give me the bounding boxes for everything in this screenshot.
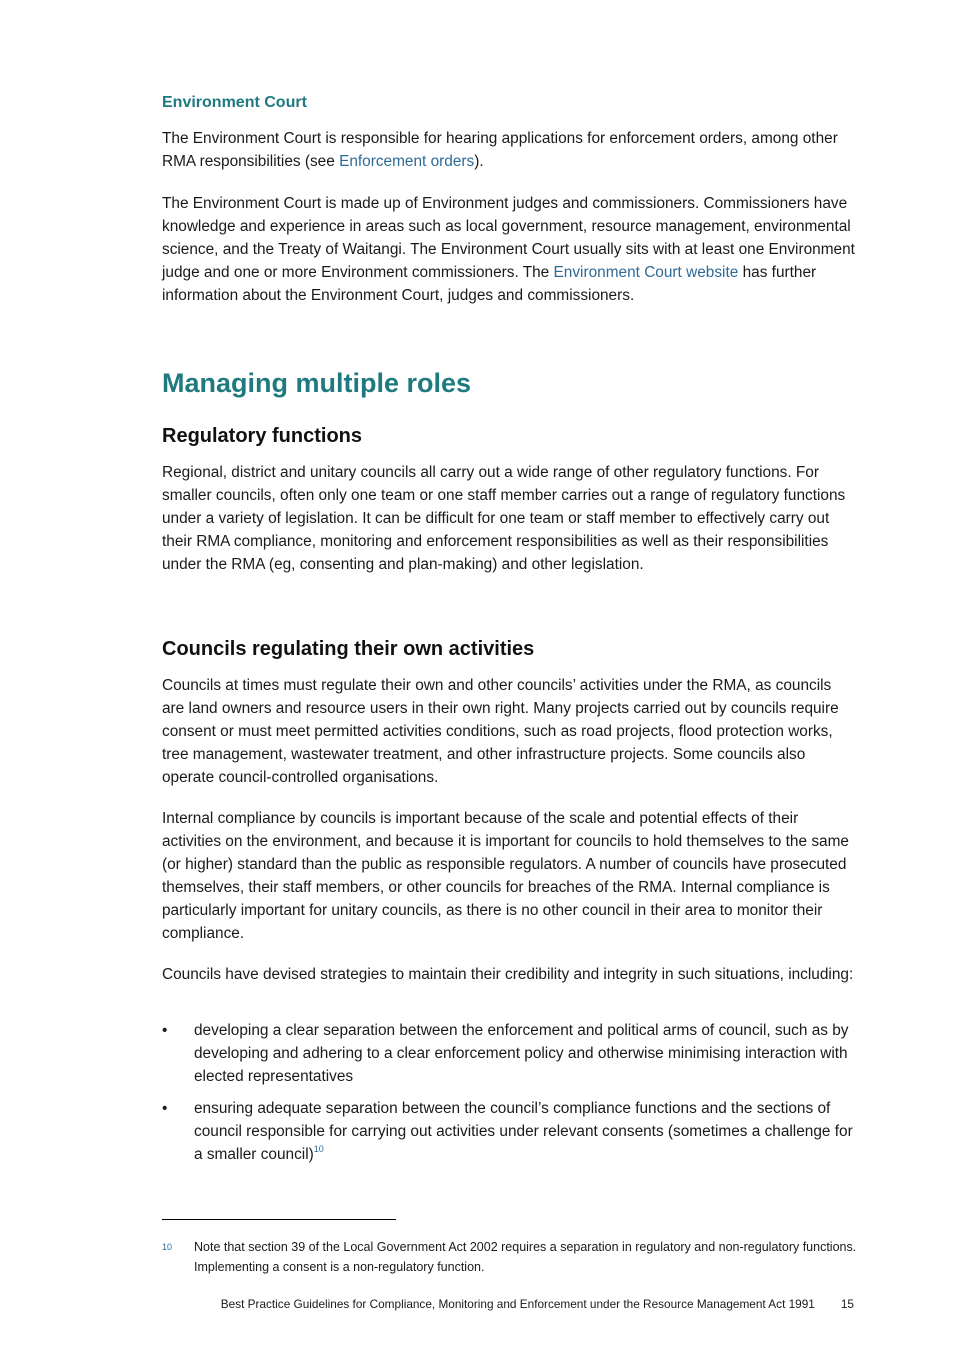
list-item [162, 1019, 857, 1088]
councils-paragraph-2: Internal compliance by councils is important because of the scale and potential effects of their activities on the environment, and because it is important for councils to hold themselves to the same (or higher) standard than the public as responsible regulators. A number of councils have prosecuted themselves, their staff members, or other councils for breaches of the RMA. Internal compliance is particularly important for unitary councils, as there is no other council in their area to monitor their compliance. [162, 810, 849, 942]
page-number: 15 [840, 1297, 854, 1311]
footnote-number: 10 [162, 1242, 173, 1252]
regulatory-functions-heading: Regulatory functions [162, 425, 363, 447]
bullet-icon: • [162, 1100, 168, 1117]
footnote-divider [162, 1219, 396, 1220]
text-span: The Environment Court is made up of Environment judges and commissioners. Commissioners have knowledge and experience in areas such as local government, resource management, environmental science, and the Treaty of Waitangi. The Environment Court usually sits with at least one Environment judge and one or more Environment commissioners. The [162, 195, 855, 281]
councils-paragraph-1: Councils at times must regulate their own and other councils’ activities under the RMA, as councils are land owners and resource users in their own right. Many projects carried out by councils require consent or must meet permitted activities conditions, such as road projects, flood protection works, tree management, wastewater treatment, and other infrastructure projects. Some councils also operate council-controlled organisations. [162, 677, 839, 786]
text-span: ). [474, 153, 484, 170]
list-item [162, 1097, 857, 1166]
environment-court-paragraph-1 [162, 127, 857, 173]
enforcement-orders-link[interactable]: Enforcement orders [339, 153, 475, 170]
footer-title: Best Practice Guidelines for Compliance, Monitoring and Enforcement under the Resource Management Act 1991 [220, 1297, 815, 1311]
list-item-text: developing a clear separation between the enforcement and political arms of council, such as by developing and adhering to a clear enforcement policy and otherwise minimising interaction with elected representatives [194, 1022, 849, 1085]
bullet-icon: • [162, 1022, 168, 1039]
text-span: The Environment Court is responsible for hearing applications for enforcement orders, among other RMA responsibilities (see [162, 130, 838, 170]
councils-own-activities-heading: Councils regulating their own activities [162, 638, 535, 660]
footnote-ref-10[interactable]: 10 [313, 1144, 324, 1154]
list-item-text: ensuring adequate separation between the council’s compliance functions and the sections of council responsible for carrying out activities under relevant consents (sometimes a challenge for a smaller council) [194, 1100, 853, 1163]
environment-court-heading: Environment Court [162, 94, 307, 111]
strategies-list [162, 1019, 857, 1175]
footnote-10 [162, 1237, 857, 1277]
councils-paragraph-3: Councils have devised strategies to maintain their credibility and integrity in such situations, including: [162, 966, 854, 983]
environment-court-paragraph-2 [162, 192, 857, 307]
environment-court-website-link[interactable]: Environment Court website [553, 264, 739, 281]
text-span: has further information about the Environment Court, judges and commissioners. [162, 264, 817, 304]
regulatory-functions-paragraph: Regional, district and unitary councils all carry out a wide range of other regulatory functions. For smaller councils, often only one team or one staff member carries out a range of regulatory functions under a variety of legislation. It can be difficult for one team or staff member to effectively carry out their RMA compliance, monitoring and enforcement responsibilities as well as their responsibilities under the RMA (eg, consenting and plan-making) and other legislation. [162, 464, 846, 573]
managing-roles-heading: Managing multiple roles [162, 368, 472, 398]
page-footer [162, 1297, 854, 1311]
footnote-text: Note that section 39 of the Local Government Act 2002 requires a separation in regulatory and non-regulatory functions. Implementing a consent is a non-regulatory function. [194, 1240, 857, 1274]
